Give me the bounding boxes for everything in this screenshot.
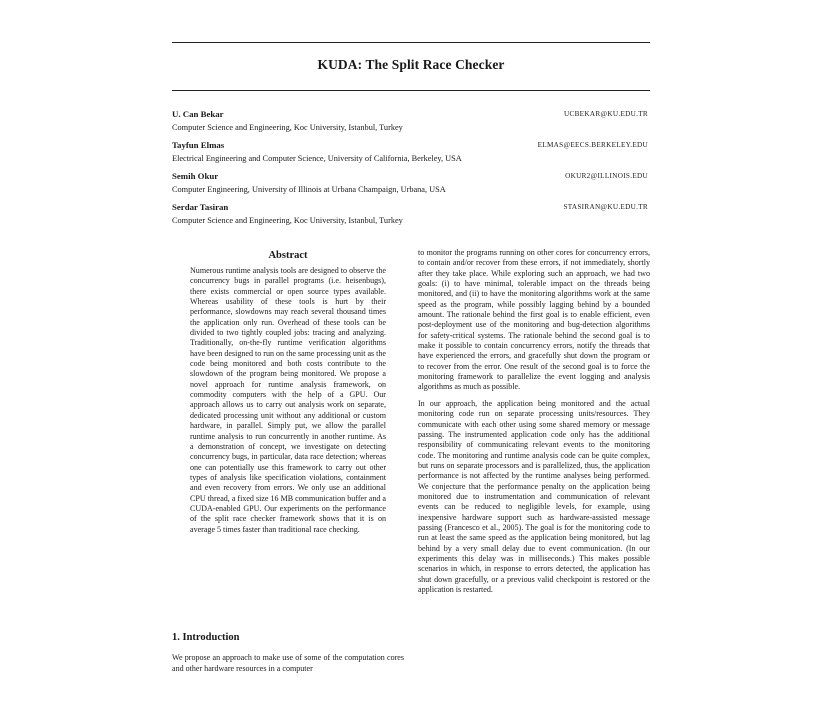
author-name: Serdar Tasiran [172, 202, 229, 212]
section-heading-introduction: 1. Introduction [172, 632, 240, 643]
title-rule-bottom [172, 90, 650, 91]
author-affiliation: Computer Engineering, University of Illinois at Urbana Champaign, Urbana, USA [172, 185, 446, 194]
author-block [172, 202, 650, 233]
title-rule-top [172, 42, 650, 43]
left-column [172, 248, 404, 535]
body-paragraph: to monitor the programs running on other cores for concurrency errors, to contain and/or recover from these errors, if not immediately, shortly after they take place. While exploring such an approach, we had two goals: (i) to have minimal, tolerable impact on the threads being monitored, and (ii) to have the monitoring algorithms work at the same speed as the program, while possibly lagging behind by a bounded amount. The rationale behind the first goal is to enable efficient, even post-deployment use of the monitoring and bug-detection algorithms for safety-critical systems. The rationale behind the second goal is to make it possible to contain concurrency errors, notify the threads that have experienced the errors, and gracefully shut down the program or to recover from the error. One result of the second goal is to force the monitoring framework to parallelize the event logging and analysis algorithms as much as possible. [418, 248, 650, 392]
abstract-heading: Abstract [268, 250, 308, 261]
author-block [172, 140, 650, 171]
author-block [172, 109, 650, 140]
author-block [172, 171, 650, 202]
author-affiliation: Computer Science and Engineering, Koc University, Istanbul, Turkey [172, 216, 403, 225]
author-name: Semih Okur [172, 171, 219, 181]
introduction-paragraph: We propose an approach to make use of some of the computation cores and other hardware resources in a computer [172, 653, 404, 673]
author-email: ELMAS@EECS.BERKELEY.EDU [537, 141, 648, 149]
author-affiliation: Electrical Engineering and Computer Science, University of California, Berkeley, USA [172, 154, 462, 163]
abstract-body: Numerous runtime analysis tools are designed to observe the concurrency bugs in parallel programs (i.e. heisenbugs), there exists commercial or open source types available. Whereas usability of these tools is hurt by their performance, slowdowns may reach several thousand times the application only run. Overhead of these tools can be divided to two tightly coupled jobs: tracing and analyzing. Traditionally, on-the-fly runtime verification algorithms have been designed to run on the same processing unit as the code being monitored and both costs contribute to the slowdown of the program being monitored. We propose a novel approach for runtime analysis framework, on commodity computers with the help of a GPU. Our approach allows us to carry out analysis work on separate, dedicated processing unit without any additional or custom hardware, in parallel. Simply put, we allow the parallel runtime analysis to run concurrently in another runtime. As a demonstration of concept, we investigate on detecting concurrency bugs, in particular, data race detection; whereas one can potentially use this framework to carry out other types of analysis like specification violations, containment and even recovery from errors. We only use an additional CPU thread, a fixed size 16 MB communication buffer and a CUDA-enabled GPU. Our experiments on the performance of the split race checker framework shows that it is on average 5 times faster than traditional race checking. [190, 266, 386, 534]
paper-title: KUDA: The Split Race Checker [317, 57, 505, 72]
author-affiliation: Computer Science and Engineering, Koc University, Istanbul, Turkey [172, 123, 403, 132]
body-paragraph: In our approach, the application being monitored and the actual monitoring code run on separate processing units/resources. They communicate with each other using some shared memory or message passing. The instrumented application code only has the additional responsibility of communicating relevant events to the monitoring code. The monitoring and runtime analysis code can be quite complex, but runs on separate processors and is parallelized, thus, the application performance is not affected by the runtime analyses being performed. We conjecture that the performance penalty on the application being monitored due to instrumentation and communication of relevant events can be reduced to negligible levels, for example, using inexpensive hardware support such as hardware-assisted message passing (Francesco et al., 2005). The goal is for the monitoring code to run at least the same speed as the application being monitored, but lag behind by a very small delay due to event communication. (In our experiments this delay was in milliseconds.) This makes possible scenarios in which, in response to errors detected, the application has shut down gracefully, or a previous valid checkpoint is restored or the application is restarted. [418, 398, 650, 594]
author-email: STASIRAN@KU.EDU.TR [563, 203, 648, 211]
author-name: Tayfun Elmas [172, 140, 225, 150]
author-email: OKUR2@ILLINOIS.EDU [565, 172, 648, 180]
author-name: U. Can Bekar [172, 109, 224, 119]
author-list [172, 109, 650, 233]
right-column [418, 248, 650, 595]
author-email: UCBEKAR@KU.EDU.TR [564, 110, 648, 118]
